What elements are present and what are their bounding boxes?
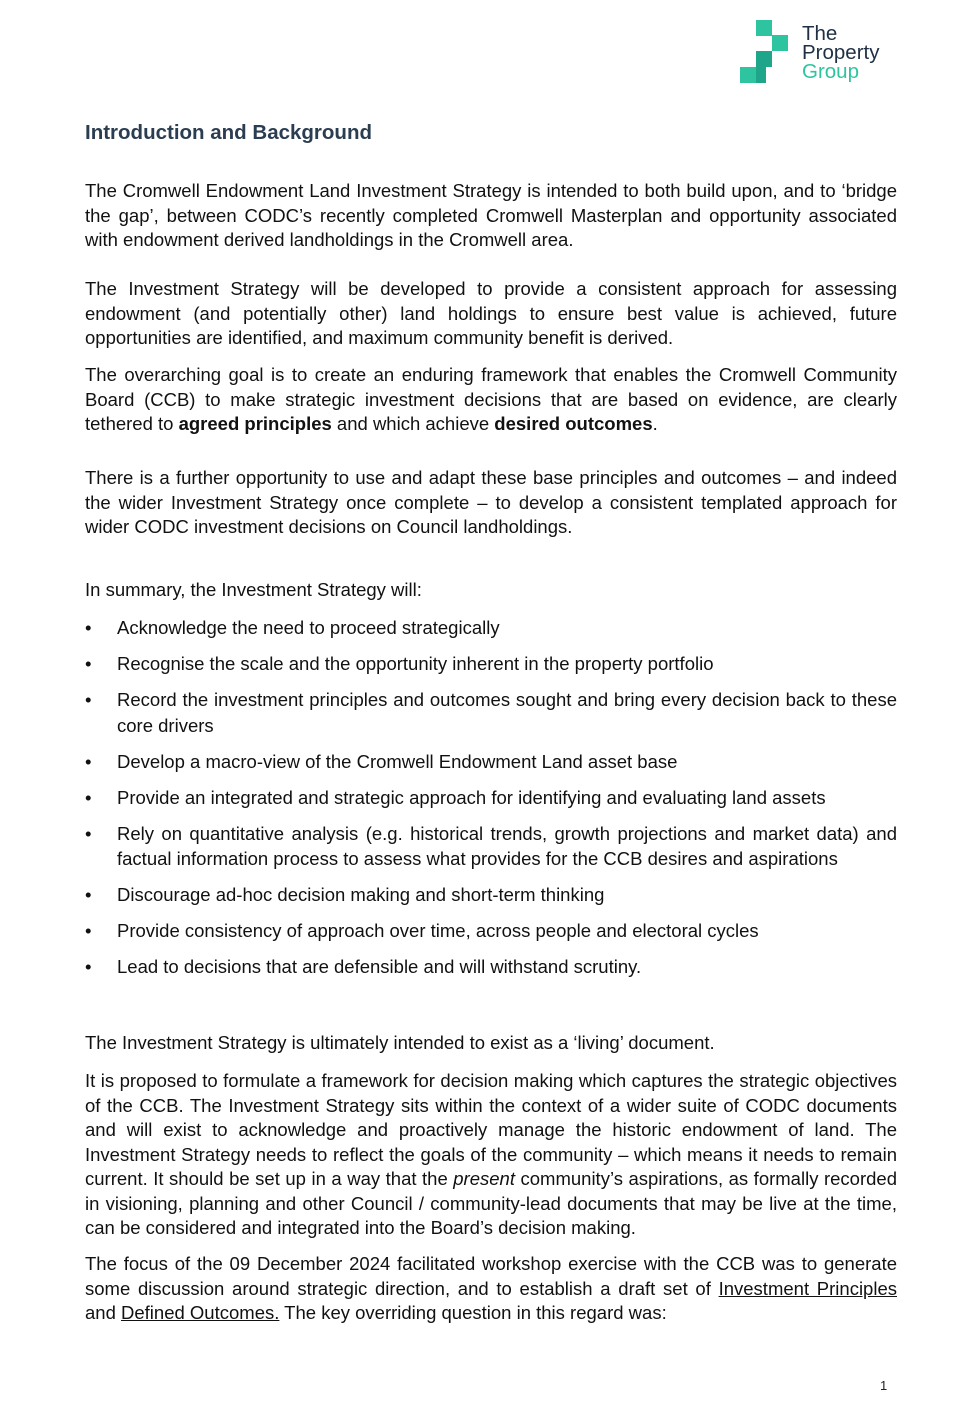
paragraph-approach: The Investment Strategy will be developed to provide a consistent approach for assessing endowment (and potentially other) land holdings to ensure best value is achieved, future opportunities are identified, and maximum community benefit is derived. <box>85 278 897 348</box>
logo-line-1: The <box>802 22 838 45</box>
list-item: • Recognise the scale and the opportunity inherent in the property portfolio <box>85 651 897 677</box>
paragraph-intro: The Cromwell Endowment Land Investment Strategy is intended to both build upon, and to ‘bridge the gap’, between CODC’s recently completed Cromwell Masterplan and opportunity associated with endowment derived landholdings in the Cromwell area. <box>85 180 897 250</box>
goal-text-c: and which achieve <box>331 413 495 434</box>
defined-outcomes-underlined: Defined Outcomes. <box>121 1302 280 1323</box>
paragraph-framework <box>85 1069 897 1241</box>
paragraph-opportunity: There is a further opportunity to use and adapt these base principles and outcomes – and indeed the wider Investment Strategy once complete – to develop a consistent templated approach for wider CODC investment decisions on Council landholdings. <box>85 467 897 537</box>
list-item: • Provide an integrated and strategic approach for identifying and evaluating land assets <box>85 785 897 811</box>
workshop-text-c: and <box>85 1302 122 1323</box>
list-item: • Provide consistency of approach over time, across people and electoral cycles <box>85 918 897 944</box>
list-item: • Discourage ad-hoc decision making and short-term thinking <box>85 882 897 908</box>
list-item: • Acknowledge the need to proceed strategically <box>85 615 897 641</box>
logo-line-3: Group <box>802 60 859 83</box>
framework-text-a: It is proposed to formulate a framework for decision making which captures the strategic objectives of the CCB. The Investment Strategy sits within the context of a wider suite of CODC documents and will exist to acknowledge and proactively manage the historic endowment of land. The Investment Strategy needs to reflect the goals of the community – which means it needs to remain current. It should be set up in a way that the <box>85 1070 897 1189</box>
list-item: • Develop a macro-view of the Cromwell Endowment Land asset base <box>85 749 897 775</box>
section-heading: Introduction and Background <box>85 121 372 144</box>
logo-wordmark <box>802 24 879 81</box>
goal-bold-principles: agreed principles <box>178 413 332 434</box>
goal-text-e: . <box>652 413 658 434</box>
workshop-text-e: The key overriding question in this regard was: <box>279 1302 667 1323</box>
logo-mark-icon <box>740 18 800 88</box>
workshop-text-a: The focus of the 09 December 2024 facilitated workshop exercise with the CCB was to generate some discussion around strategic direction, and to establish a draft set of <box>85 1253 897 1299</box>
list-item: • Rely on quantitative analysis (e.g. historical trends, growth projections and market data) and factual information process to assess what provides for the CCB desires and aspirations <box>85 821 897 872</box>
summary-list <box>85 615 897 990</box>
paragraph-living-document: The Investment Strategy is ultimately intended to exist as a ‘living’ document. <box>85 1032 715 1053</box>
framework-italic-present: present <box>453 1168 515 1189</box>
framework-text-c: community’s aspirations, as formally recorded in visioning, planning and other Council / community-lead documents that may be live at the time, can be considered and integrated into the Board’s decision making. <box>85 1168 897 1238</box>
summary-intro: In summary, the Investment Strategy will: <box>85 579 422 600</box>
logo-line-2: Property <box>802 41 880 64</box>
paragraph-workshop <box>85 1252 897 1326</box>
list-item: • Lead to decisions that are defensible and will withstand scrutiny. <box>85 954 897 980</box>
goal-text-a: The overarching goal is to create an enduring framework that enables the Cromwell Community Board (CCB) to make strategic investment decisions that are based on evidence, are clearly tethered to <box>85 364 897 434</box>
paragraph-goal <box>85 363 897 437</box>
investment-principles-underlined: Investment Principles <box>718 1277 897 1299</box>
company-logo <box>740 18 910 88</box>
goal-bold-outcomes: desired outcomes <box>494 413 653 434</box>
page-number: 1 <box>880 1378 888 1393</box>
list-item: • Record the investment principles and outcomes sought and bring every decision back to these core drivers <box>85 687 897 738</box>
